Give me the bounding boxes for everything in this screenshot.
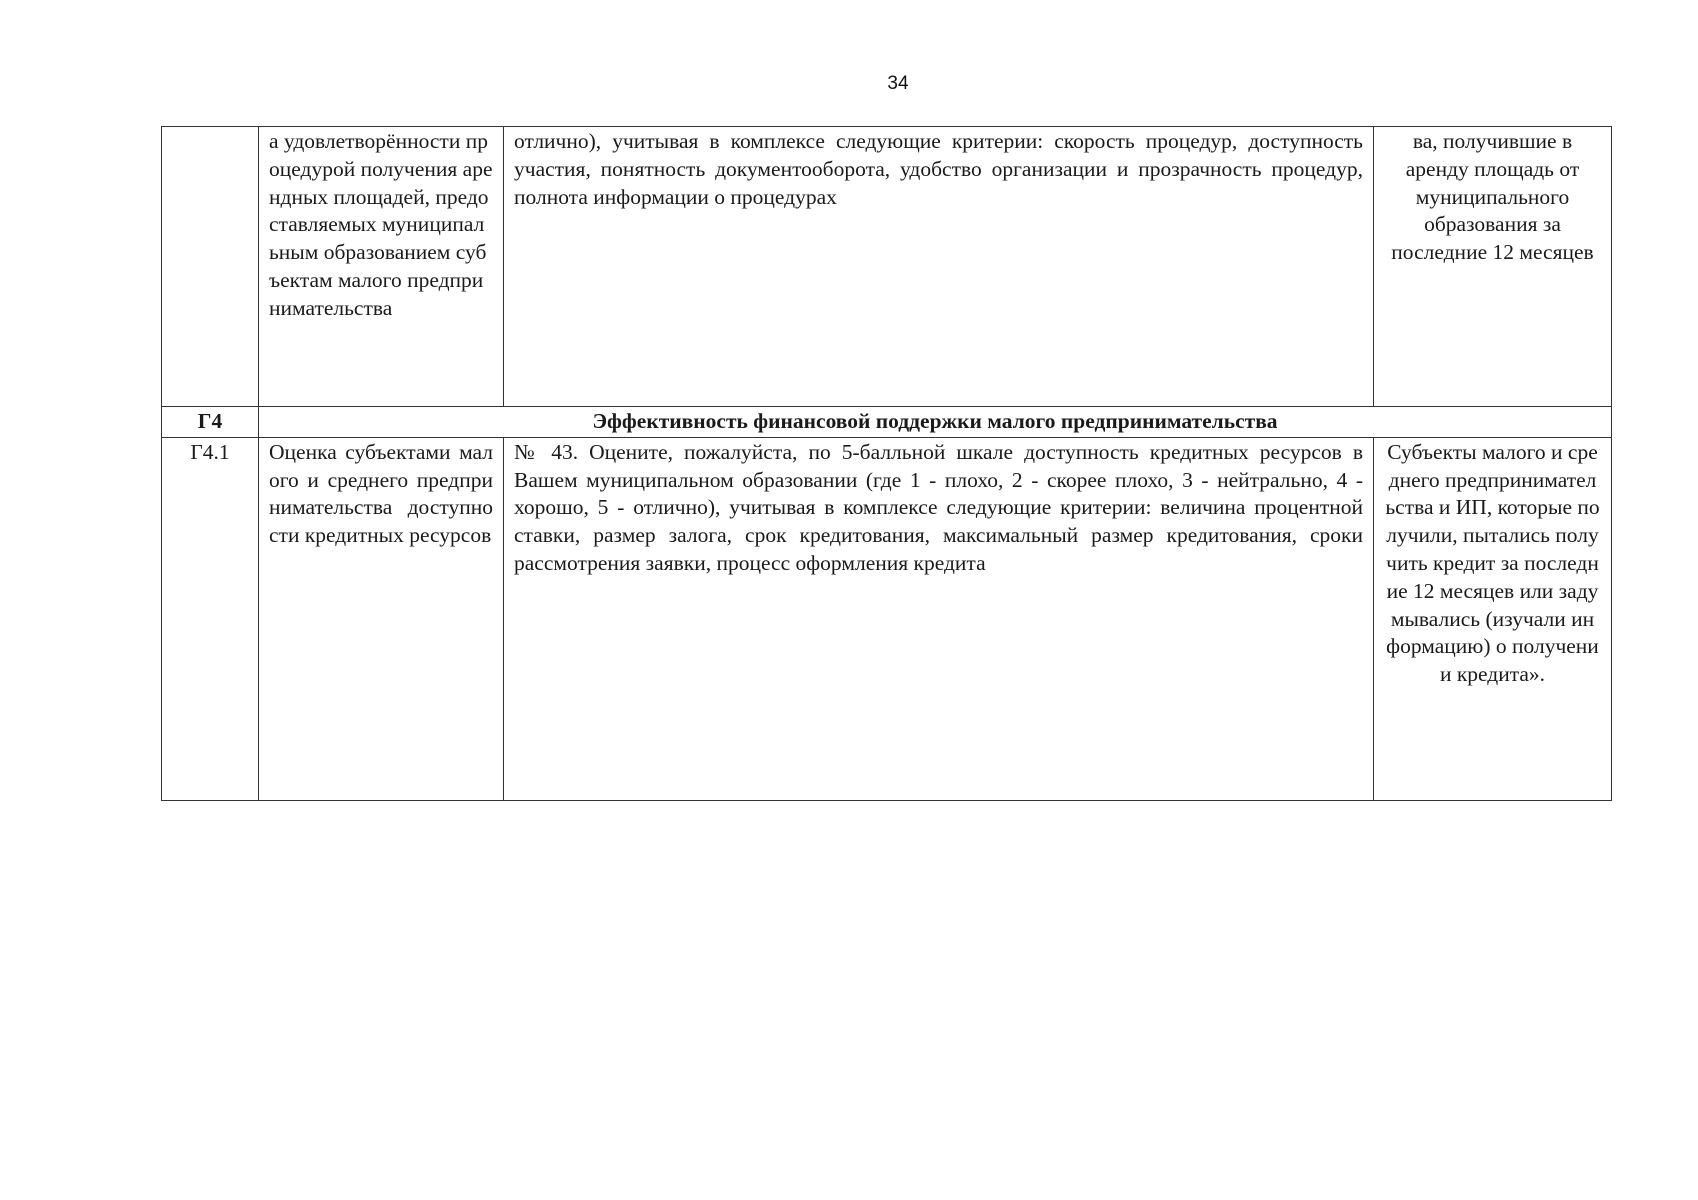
cell-respondents: Субъекты малого и среднего предпринимательства и ИП, которые получили, пытались получить кредит за последние 12 месяцев или задумывались (изучали информацию) о получении кредита». bbox=[1374, 437, 1612, 800]
page-number: 34 bbox=[887, 73, 909, 94]
cell-question: отлично), учитывая в комплексе следующие критерии: скорость процедур, доступность участия, понятность документооборота, удобство организации и прозрачность процедур, полнота информации о процедурах bbox=[504, 127, 1374, 407]
cell-respondents: ва, получившие в аренду площадь от муниципального образования за последние 12 месяцев bbox=[1374, 127, 1612, 407]
cell-indicator: а удовлетворённости процедурой получения арендных площадей, предоставляемых муниципальным образованием субъектам малого предпринимательства bbox=[259, 127, 504, 407]
cell-question: № 43. Оцените, пожалуйста, по 5-балльной шкале доступность кредитных ресурсов в Вашем муниципальном образовании (где 1 - плохо, 2 - скорее плохо, 3 - нейтрально, 4 - хорошо, 5 - отлично), учитывая в комплексе следующие критерии: величина процентной ставки, размер залога, срок кредитования, максимальный размер кредитования, сроки рассмотрения заявки, процесс оформления кредита bbox=[504, 437, 1374, 800]
section-title: Эффективность финансовой поддержки малого предпринимательства bbox=[259, 407, 1612, 438]
section-row bbox=[162, 407, 1612, 438]
cell-code bbox=[162, 127, 259, 407]
table-row bbox=[162, 437, 1612, 800]
table-row bbox=[162, 127, 1612, 407]
criteria-table bbox=[161, 126, 1612, 801]
cell-code: Г4.1 bbox=[162, 437, 259, 800]
cell-indicator: Оценка субъектами малого и среднего предпринимательства доступности кредитных ресурсов bbox=[259, 437, 504, 800]
section-code: Г4 bbox=[162, 407, 259, 438]
